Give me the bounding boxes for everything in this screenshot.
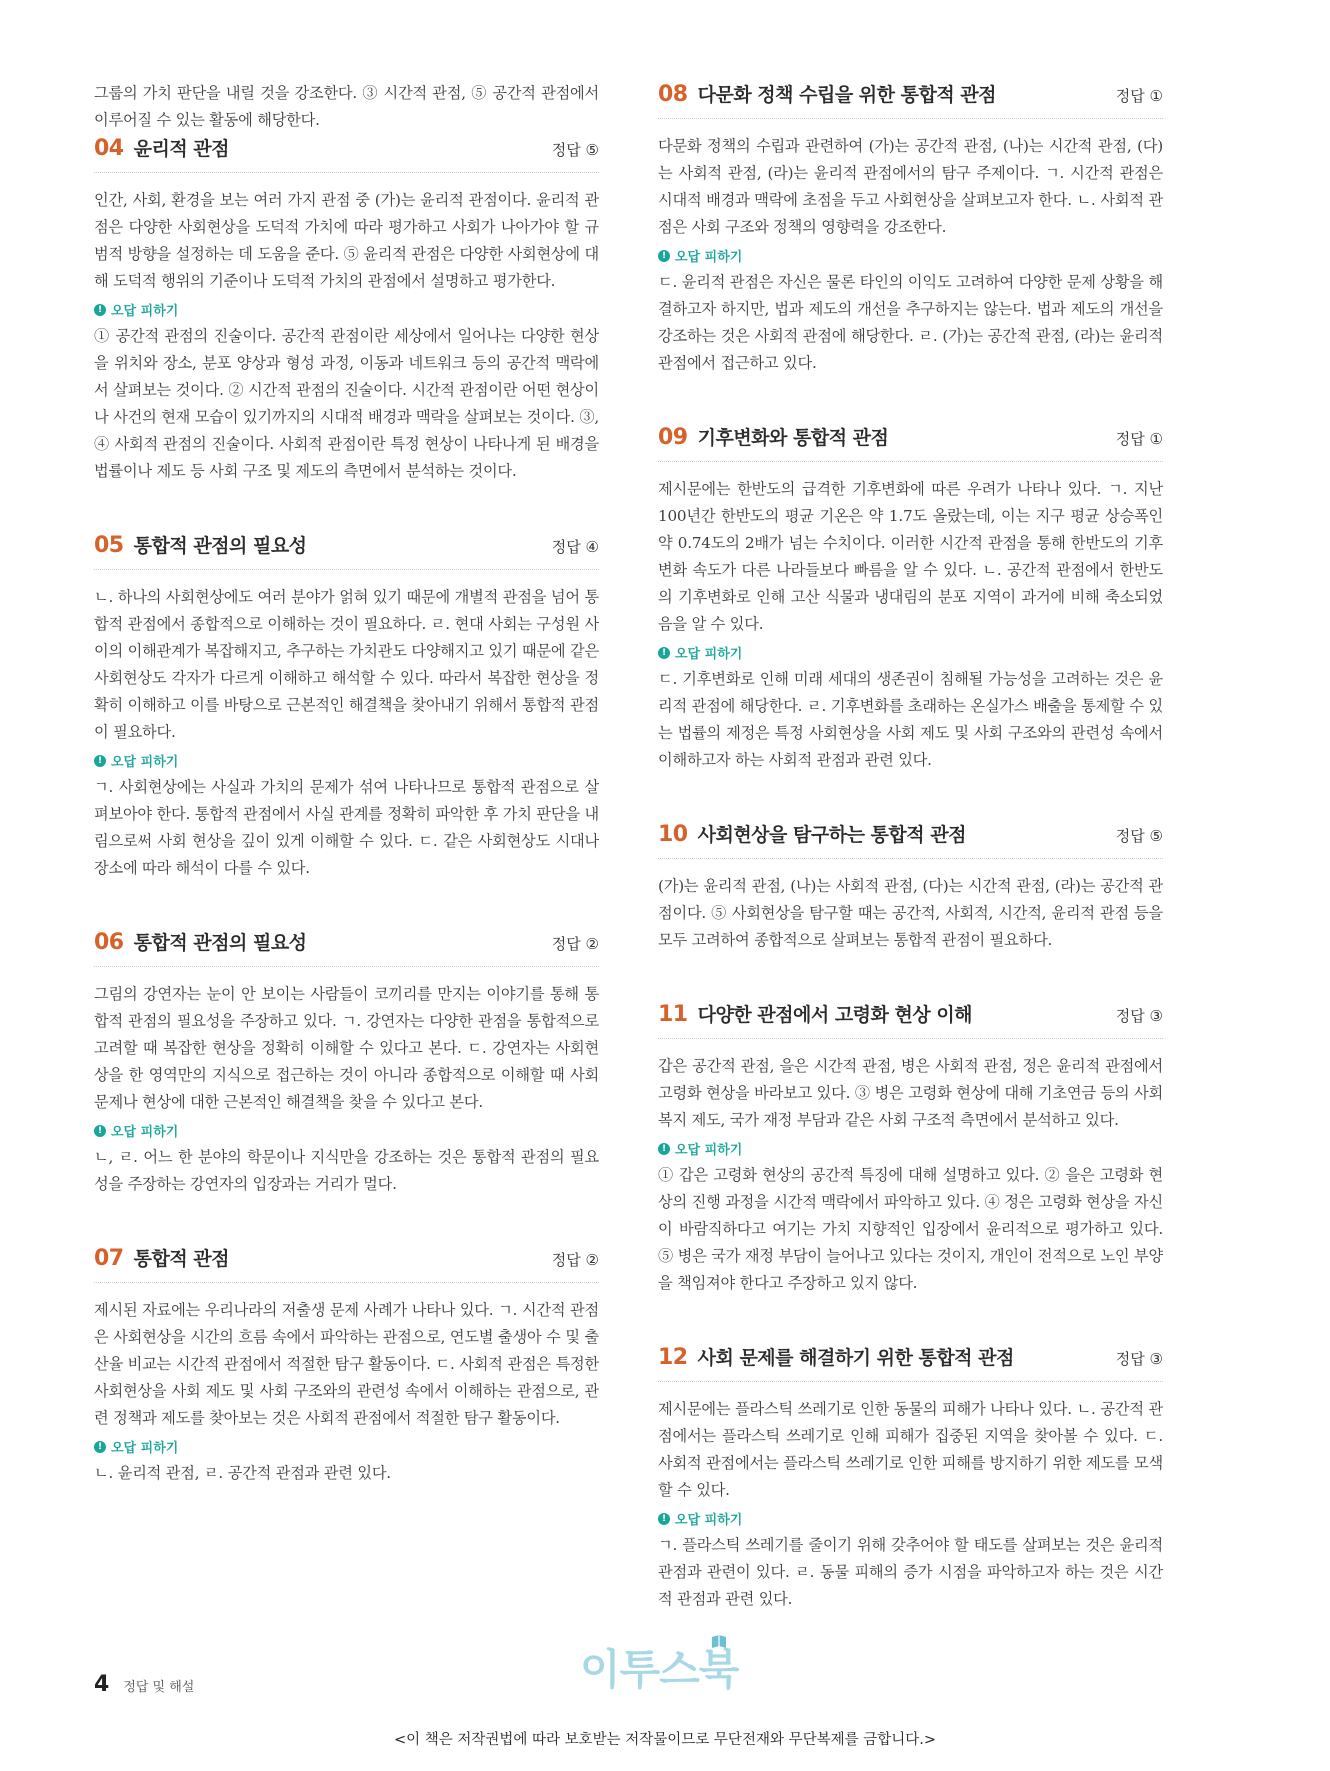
section-title bbox=[94, 531, 307, 558]
exclamation-icon: ! bbox=[94, 755, 106, 767]
answer-label: 정답 ① bbox=[1115, 87, 1163, 105]
tip-body: ㄴ. 윤리적 관점, ㄹ. 공간적 관점과 관련 있다. bbox=[94, 1464, 391, 1482]
answer-label: 정답 ③ bbox=[1115, 1350, 1163, 1368]
tip-label: 오답 피하기 bbox=[675, 250, 743, 265]
section-title-text: 사회현상을 탐구하는 통합적 관점 bbox=[697, 824, 966, 846]
section-number: 10 bbox=[658, 822, 688, 847]
section-title bbox=[94, 928, 307, 955]
section-header bbox=[94, 928, 599, 967]
section-body: 제시문에는 플라스틱 쓰레기로 인한 동물의 피해가 나타나 있다. ㄴ. 공간적 관점에서는 플라스틱 쓰레기로 인해 피해가 집중된 지역을 찾아볼 수 있다. ㄷ. 사회적 관점에서는 플라스틱 쓰레기로 인한 피해를 방지하기 위한 제도를 모색할 수 있다. bbox=[658, 1400, 1163, 1499]
lead-paragraph: 그룹의 가치 판단을 내릴 것을 강조한다. ③ 시간적 관점, ⑤ 공간적 관점에서 이루어질 수 있는 활동에 해당한다. bbox=[94, 84, 599, 129]
section-title-text: 통합적 관점의 필요성 bbox=[133, 932, 307, 954]
tip-label: 오답 피하기 bbox=[111, 304, 179, 319]
section-number: 04 bbox=[94, 136, 124, 161]
section-title bbox=[658, 820, 966, 847]
section-title-text: 통합적 관점 bbox=[133, 1248, 230, 1270]
exclamation-icon: ! bbox=[94, 1441, 106, 1453]
section-number: 08 bbox=[658, 82, 688, 107]
tip-label: 오답 피하기 bbox=[111, 755, 179, 770]
tip-body: ㄷ. 기후변화로 인해 미래 세대의 생존권이 침해될 가능성을 고려하는 것은 윤리적 관점에 해당한다. ㄹ. 기후변화를 초래하는 온실가스 배출을 통제할 수 있는 법률의 제정은 특정 사회현상을 사회 제도 및 사회 구조와의 관련성 속에서 이해하고자 하는 사회적 관점과 관련 있다. bbox=[658, 670, 1163, 769]
section-number: 06 bbox=[94, 930, 124, 955]
page-number: 4 bbox=[94, 1672, 110, 1697]
section-number: 05 bbox=[94, 533, 124, 558]
section-body: 그림의 강연자는 눈이 안 보이는 사람들이 코끼리를 만지는 이야기를 통해 통합적 관점의 필요성을 주장하고 있다. ㄱ. 강연자는 다양한 관점을 통합적으로 고려할 때 복잡한 현상을 정확히 이해할 수 있다고 본다. ㄷ. 강연자는 사회현상을 한 영역만의 지식으로 접근하는 것이 아니라 종합적으로 이해할 때 사회 문제나 현상에 대한 근본적인 해결책을 찾을 수 있다고 본다. bbox=[94, 985, 599, 1111]
section-title bbox=[658, 1343, 1014, 1370]
section-title-text: 윤리적 관점 bbox=[133, 138, 230, 160]
section-body: ㄴ. 하나의 사회현상에도 여러 분야가 얽혀 있기 때문에 개별적 관점을 넘어 통합적 관점에서 종합적으로 이해하는 것이 필요하다. ㄹ. 현대 사회는 구성원 사이의 이해관계가 복잡해지고, 추구하는 가치관도 다양해지고 있기 때문에 같은 사회현상도 각자가 다르게 이해하고 해석할 수 있다. 따라서 복잡한 현상을 정확히 이해하고 이를 바탕으로 근본적인 해결책을 찾아내기 위해서 통합적 관점이 필요하다. bbox=[94, 588, 599, 741]
section-body: 인간, 사회, 환경을 보는 여러 가지 관점 중 (가)는 윤리적 관점이다. 윤리적 관점은 다양한 사회현상을 도덕적 가치에 따라 평가하고 사회가 나아가야 할 규범적 방향을 설정하는 데 도움을 준다. ⑤ 윤리적 관점은 다양한 사회현상에 대해 도덕적 행위의 기준이나 도덕적 가치의 관점에서 설명하고 평가한다. bbox=[94, 191, 599, 290]
section-header bbox=[658, 820, 1163, 859]
answer-label: 정답 ① bbox=[1115, 430, 1163, 448]
section-header bbox=[94, 1244, 599, 1283]
section-body: 갑은 공간적 관점, 을은 시간적 관점, 병은 사회적 관점, 정은 윤리적 관점에서 고령화 현상을 바라보고 있다. ③ 병은 고령화 현상에 대해 기초연금 등의 사회 복지 제도, 국가 재정 부담과 같은 사회 구조적 측면에서 분석하고 있다. bbox=[658, 1057, 1163, 1129]
section-08 bbox=[658, 80, 1163, 377]
page-label: 정답 및 해설 bbox=[123, 1680, 195, 1695]
section-11 bbox=[658, 1000, 1163, 1297]
section-title-text: 다문화 정책 수립을 위한 통합적 관점 bbox=[697, 84, 997, 106]
tip-label: 오답 피하기 bbox=[675, 647, 743, 662]
tip-heading bbox=[658, 1509, 1163, 1528]
exclamation-icon: ! bbox=[658, 1513, 670, 1525]
section-09 bbox=[658, 423, 1163, 774]
answer-label: 정답 ④ bbox=[551, 538, 599, 556]
tip-label: 오답 피하기 bbox=[111, 1125, 179, 1140]
tip-body: ㄷ. 윤리적 관점은 자신은 물론 타인의 이익도 고려하여 다양한 문제 상황을 해결하고자 하지만, 법과 제도의 개선을 추구하지는 않는다. 법과 제도의 개선을 강조하는 것은 사회적 관점에 해당한다. ㄹ. (가)는 공간적 관점, (라)는 윤리적 관점에서 접근하고 있다. bbox=[658, 273, 1163, 372]
exclamation-icon: ! bbox=[658, 250, 670, 262]
section-title-text: 사회 문제를 해결하기 위한 통합적 관점 bbox=[697, 1347, 1014, 1369]
tip-heading bbox=[94, 751, 599, 770]
page-footer bbox=[94, 1672, 194, 1697]
section-header bbox=[94, 134, 599, 173]
answer-label: 정답 ② bbox=[551, 935, 599, 953]
section-10 bbox=[658, 820, 1163, 954]
section-title-text: 기후변화와 통합적 관점 bbox=[697, 427, 889, 449]
tip-heading bbox=[94, 300, 599, 319]
section-title bbox=[94, 1244, 229, 1271]
copyright-notice: <이 책은 저작권법에 따라 보호받는 저작물이므로 무단전재와 무단복제를 금합니다.> bbox=[393, 1732, 937, 1748]
left-column bbox=[94, 80, 599, 1533]
tip-heading bbox=[94, 1437, 599, 1456]
exclamation-icon: ! bbox=[94, 304, 106, 316]
answer-label: 정답 ③ bbox=[1115, 1007, 1163, 1025]
section-title bbox=[658, 1000, 972, 1027]
section-title bbox=[658, 80, 996, 107]
publisher-logo: 이투스북 bbox=[580, 1645, 739, 1694]
answer-label: 정답 ② bbox=[551, 1251, 599, 1269]
section-number: 12 bbox=[658, 1345, 688, 1370]
answer-label: 정답 ⑤ bbox=[1115, 827, 1163, 845]
exclamation-icon: ! bbox=[658, 647, 670, 659]
section-title-text: 통합적 관점의 필요성 bbox=[133, 535, 307, 557]
section-header bbox=[658, 80, 1163, 119]
section-06 bbox=[94, 928, 599, 1198]
tip-body: ㄴ, ㄹ. 어느 한 분야의 학문이나 지식만을 강조하는 것은 통합적 관점의 필요성을 주장하는 강연자의 입장과는 거리가 멀다. bbox=[94, 1148, 599, 1193]
exclamation-icon: ! bbox=[94, 1125, 106, 1137]
tip-heading bbox=[658, 643, 1163, 662]
tip-heading bbox=[658, 246, 1163, 265]
tip-body: ① 공간적 관점의 진술이다. 공간적 관점이란 세상에서 일어나는 다양한 현상을 위치와 장소, 분포 양상과 형성 과정, 이동과 네트워크 등의 공간적 맥락에서 살펴보는 것이다. ② 시간적 관점의 진술이다. 시간적 관점이란 어떤 현상이나 사건의 현재 모습이 있기까지의 시대적 배경과 맥락을 살펴보는 것이다. ③, ④ 사회적 관점의 진술이다. 사회적 관점이란 특정 현상이 나타나게 된 배경을 법률이나 제도 등 사회 구조 및 제도의 측면에서 분석하는 것이다. bbox=[94, 327, 599, 480]
tip-body: ㄱ. 플라스틱 쓰레기를 줄이기 위해 갖추어야 할 태도를 살펴보는 것은 윤리적 관점과 관련이 있다. ㄹ. 동물 피해의 증가 시점을 파악하고자 하는 것은 시간적 관점과 관련 있다. bbox=[658, 1536, 1163, 1608]
tip-heading bbox=[658, 1139, 1163, 1158]
section-number: 09 bbox=[658, 425, 688, 450]
section-04 bbox=[94, 134, 599, 485]
section-header bbox=[94, 531, 599, 570]
tip-heading bbox=[94, 1121, 599, 1140]
section-12 bbox=[658, 1343, 1163, 1613]
section-header bbox=[658, 1000, 1163, 1039]
tip-body: ① 갑은 고령화 현상의 공간적 특징에 대해 설명하고 있다. ② 을은 고령화 현상의 진행 과정을 시간적 맥락에서 파악하고 있다. ④ 정은 고령화 현상을 자신이 바람직하다고 여기는 가치 지향적인 입장에서 윤리적으로 평가하고 있다. ⑤ 병은 국가 재정 부담이 늘어나고 있다는 것이지, 개인이 전적으로 노인 부양을 책임져야 한다고 주장하고 있지 않다. bbox=[658, 1166, 1163, 1292]
tip-label: 오답 피하기 bbox=[675, 1513, 743, 1528]
section-07 bbox=[94, 1244, 599, 1487]
logo-mark-icon bbox=[710, 1633, 728, 1651]
section-number: 07 bbox=[94, 1246, 124, 1271]
section-05 bbox=[94, 531, 599, 882]
section-title bbox=[658, 423, 888, 450]
section-title bbox=[94, 134, 229, 161]
section-body: (가)는 윤리적 관점, (나)는 사회적 관점, (다)는 시간적 관점, (라)는 공간적 관점이다. ⑤ 사회현상을 탐구할 때는 공간적, 사회적, 시간적, 윤리적 관점 등을 모두 고려하여 종합적으로 살펴보는 통합적 관점이 필요하다. bbox=[658, 877, 1163, 949]
tip-body: ㄱ. 사회현상에는 사실과 가치의 문제가 섞여 나타나므로 통합적 관점으로 살펴보아야 한다. 통합적 관점에서 사실 관계를 정확히 파악한 후 가치 판단을 내림으로써 사회 현상을 깊이 있게 이해할 수 있다. ㄷ. 같은 사회현상도 시대나 장소에 따라 해석이 다를 수 있다. bbox=[94, 778, 599, 877]
tip-label: 오답 피하기 bbox=[675, 1143, 743, 1158]
section-header bbox=[658, 423, 1163, 462]
section-body: 다문화 정책의 수립과 관련하여 (가)는 공간적 관점, (나)는 시간적 관점, (다)는 사회적 관점, (라)는 윤리적 관점에서의 탐구 주제이다. ㄱ. 시간적 관점은 시대적 배경과 맥락에 초점을 두고 사회현상을 살펴보고자 한다. ㄴ. 사회적 관점은 사회 구조와 정책의 영향력을 강조한다. bbox=[658, 137, 1163, 236]
exclamation-icon: ! bbox=[658, 1143, 670, 1155]
answer-label: 정답 ⑤ bbox=[551, 141, 599, 159]
right-column bbox=[658, 80, 1163, 1659]
section-body: 제시문에는 한반도의 급격한 기후변화에 따른 우려가 나타나 있다. ㄱ. 지난 100년간 한반도의 평균 기온은 약 1.7도 올랐는데, 이는 지구 평균 상승폭인 약 0.74도의 2배가 넘는 수치이다. 이러한 시간적 관점을 통해 한반도의 기후변화 속도가 다른 나라들보다 빠름을 알 수 있다. ㄴ. 공간적 관점에서 한반도의 기후변화로 인해 고산 식물과 냉대림의 분포 지역이 과거에 비해 축소되었음을 알 수 있다. bbox=[658, 480, 1163, 633]
section-header bbox=[658, 1343, 1163, 1382]
section-title-text: 다양한 관점에서 고령화 현상 이해 bbox=[697, 1004, 973, 1026]
tip-label: 오답 피하기 bbox=[111, 1441, 179, 1456]
section-body: 제시된 자료에는 우리나라의 저출생 문제 사례가 나타나 있다. ㄱ. 시간적 관점은 사회현상을 시간의 흐름 속에서 파악하는 관점으로, 연도별 출생아 수 및 출산율 비교는 시간적 관점에서 적절한 탐구 활동이다. ㄷ. 사회적 관점은 특정한 사회현상을 사회 제도 및 사회 구조와의 관련성 속에서 이해하는 관점으로, 관련 정책과 제도를 찾아보는 것은 사회적 관점에서 적절한 탐구 활동이다. bbox=[94, 1301, 599, 1427]
section-number: 11 bbox=[658, 1002, 688, 1027]
